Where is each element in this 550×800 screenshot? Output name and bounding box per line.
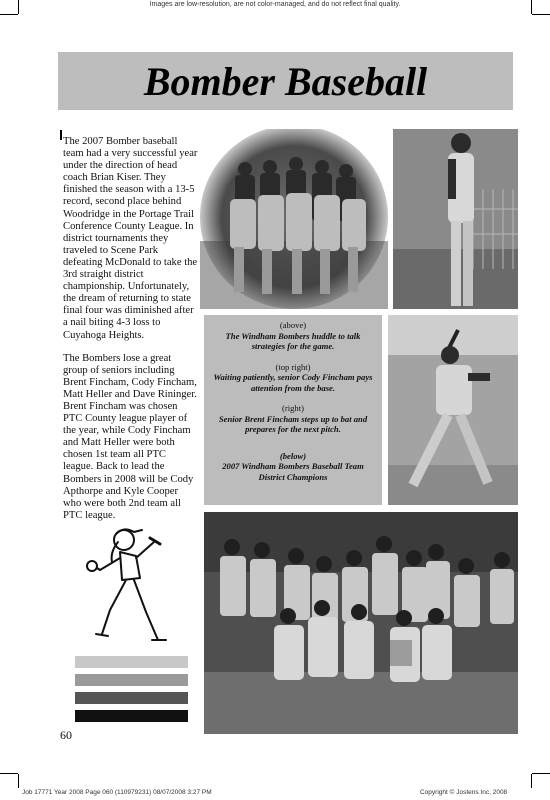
- caption-above-text: The Windham Bombers huddle to talk strategies for the game.: [225, 330, 361, 351]
- caption-top-right-label: (top right): [275, 361, 311, 372]
- caption-below-label: (below): [279, 450, 307, 461]
- team-photo: [204, 512, 518, 734]
- caption-right-label: (right): [282, 403, 304, 413]
- footer-job-info: Job 17771 Year 2008 Page 060 (110979231) 08/07/2008 3:27 PM: [22, 789, 212, 796]
- caption-below-text: 2007 Windham Bombers Baseball Team District Champions: [222, 461, 364, 482]
- crop-mark-bottom-left-v: [18, 774, 19, 788]
- caption-right-text: Senior Brent Fincham steps up to bat and prepares for the next pitch.: [218, 413, 368, 434]
- swatch-dark: [75, 692, 188, 704]
- batter-photo: [388, 315, 518, 505]
- huddle-photo: [200, 129, 388, 309]
- photo-captions: [209, 320, 377, 482]
- article-paragraph-1: The 2007 Bomber baseball team had a very successful year under the direction of head coach Brian Kiser. They finished the season with a 13-5 record, second place behind Woodridge in the Portage Trail Conference County League. In district tournaments they traveled to Scene Park defeating McDonald to take the 3rd straight district championship. Unfortunately, the dream of returning to state final four was diminished after a nail biting 4-3 loss to Cuyahoga Heights.: [63, 136, 198, 341]
- crop-mark-top-right: [532, 14, 550, 15]
- column-rule: [60, 130, 62, 140]
- footer-copyright: Copyright © Jostens Inc, 2008: [420, 789, 508, 796]
- caption-top-right-text: Waiting patiently, senior Cody Fincham pays attention from the base.: [213, 372, 373, 393]
- caption-above-label: (above): [279, 320, 307, 330]
- swatch-mid: [75, 674, 188, 686]
- swatch-light: [75, 656, 188, 668]
- crop-mark-top-left-v: [18, 0, 19, 14]
- player-waiting-photo: [393, 129, 518, 309]
- article-paragraph-2: The Bombers lose a great group of seniors including Brent Fincham, Cody Fincham, Matt Heller and Dave Rininger. Brent Fincham was chosen PTC County league player of the year, while Cody Fincham and Matt Heller were both chosen 1st team all PTC league. Back to lead the Bombers in 2008 will be Cody Apthorpe and Kyle Cooper who were both 2nd team all PTC league.: [63, 352, 197, 521]
- article-body: [63, 136, 198, 533]
- crop-mark-bottom-left: [0, 773, 18, 774]
- crop-mark-bottom-right-v: [531, 774, 532, 788]
- crop-mark-top-left: [0, 14, 18, 15]
- baseball-player-clipart-icon: [80, 522, 180, 647]
- page-title: Bomber Baseball: [143, 58, 428, 104]
- crop-mark-bottom-right: [532, 773, 550, 774]
- swatch-black: [75, 710, 188, 722]
- crop-mark-top-right-v: [531, 0, 532, 14]
- print-notice: Images are low-resolution, are not color-managed, and do not reflect final quality.: [149, 1, 401, 8]
- page-number: 60: [60, 728, 72, 742]
